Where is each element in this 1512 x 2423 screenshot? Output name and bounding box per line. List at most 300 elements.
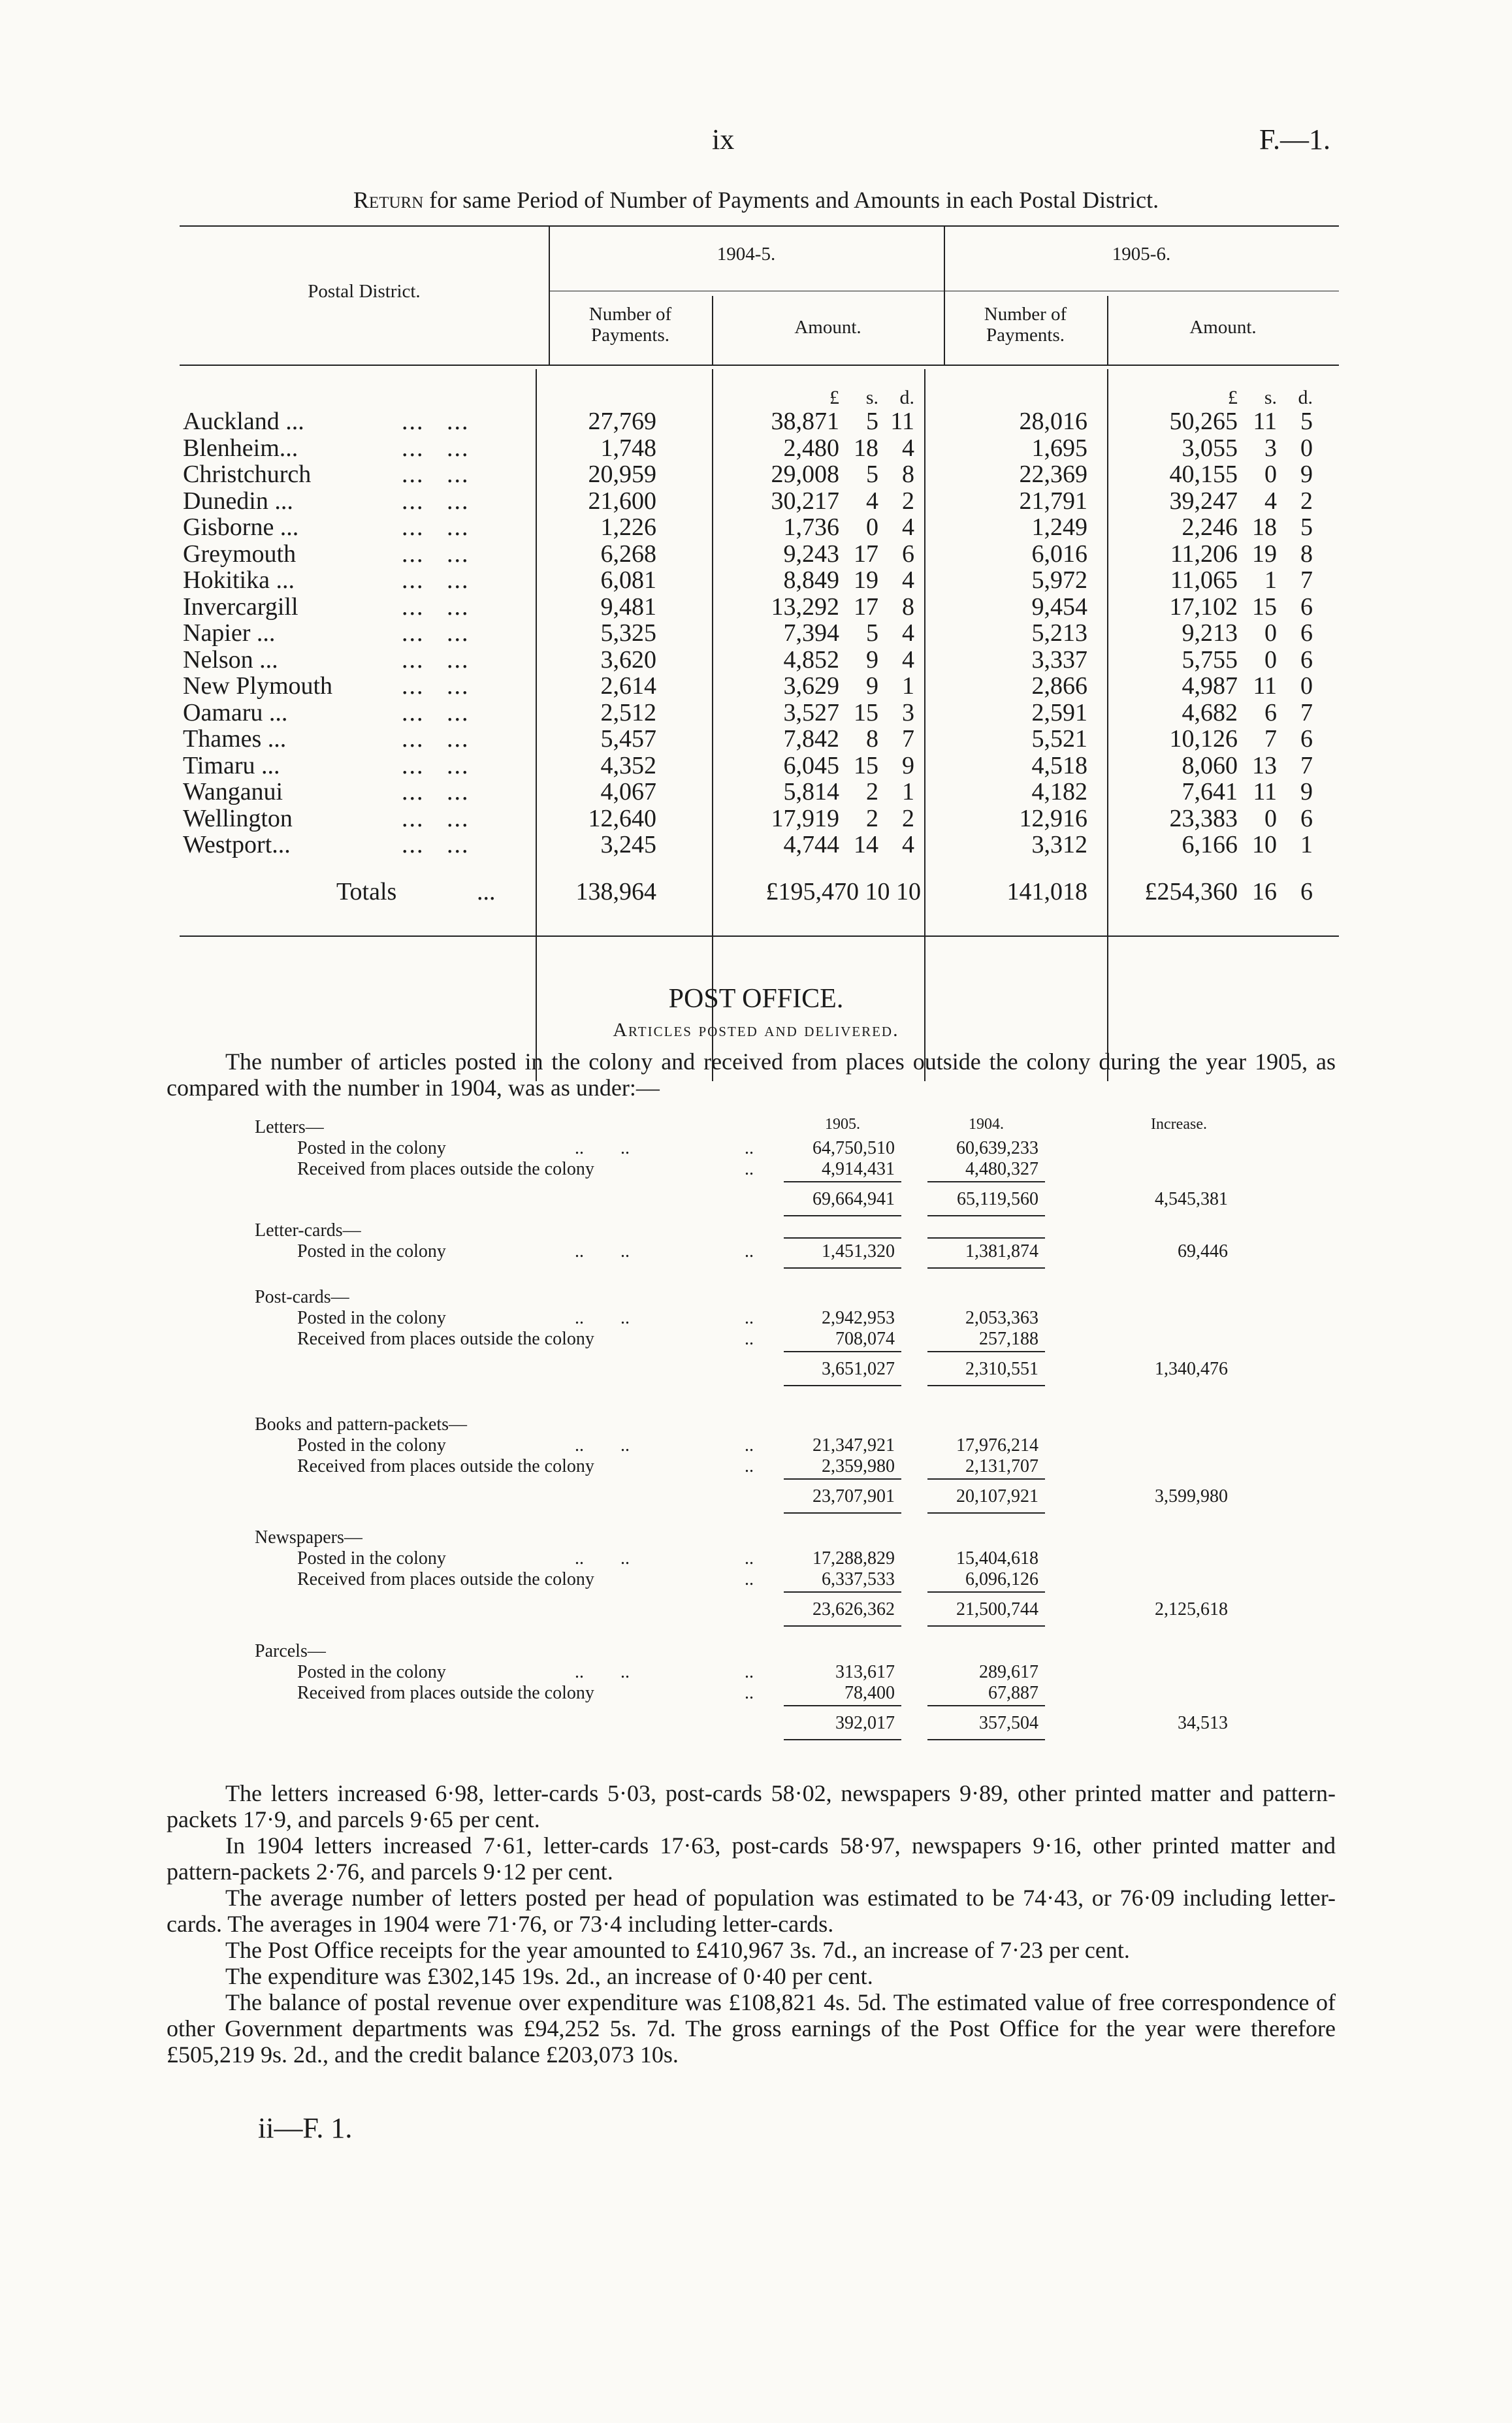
cell-a1s: 5 — [866, 619, 878, 647]
cell-name: Wanganui — [183, 778, 283, 805]
cell-a2s: 7 — [1264, 725, 1277, 753]
total-1904: 2,310,551 — [965, 1359, 1038, 1379]
total-rule-1904 — [927, 1625, 1045, 1627]
cell-a2l: 11,206 — [1170, 540, 1238, 568]
cell-a1l: 1,736 — [783, 513, 839, 541]
total-rule-1904 — [927, 1739, 1045, 1740]
col-amount-1904: Amount. — [794, 317, 861, 338]
cell-n1: 9,481 — [600, 593, 656, 621]
total-1904: 357,504 — [979, 1713, 1038, 1733]
cell-a2s: 0 — [1264, 619, 1277, 647]
document-code: F.—1. — [1259, 123, 1330, 155]
table-bottom-rule — [180, 935, 1339, 937]
cell-a2d: 7 — [1300, 751, 1313, 779]
cell-a2l: 10,126 — [1169, 725, 1238, 753]
total-rule-1905 — [784, 1739, 901, 1740]
col-1904-header: 1904. — [969, 1116, 1004, 1133]
posted-1904: 2,053,363 — [965, 1308, 1038, 1328]
cell-n2: 1,695 — [1031, 434, 1087, 462]
cell-a2d: 8 — [1300, 540, 1313, 568]
table-row — [180, 832, 1339, 858]
cell-name: Blenheim... — [183, 434, 298, 462]
cell-name: Hokitika ... — [183, 566, 295, 594]
cell-name: New Plymouth — [183, 672, 333, 700]
cell-n1: 20,959 — [588, 461, 656, 488]
table-row — [180, 567, 1339, 594]
cell-a1d: 1 — [902, 672, 914, 700]
sum-rule-1905 — [784, 1351, 901, 1352]
totals-a1905-shillings: 16 — [1252, 878, 1277, 905]
cell-n2: 28,016 — [1019, 408, 1087, 435]
cell-n1: 5,325 — [600, 619, 656, 647]
posted-label: Posted in the colony — [297, 1308, 446, 1328]
table-row — [180, 514, 1339, 541]
posted-label: Posted in the colony — [297, 1435, 446, 1455]
cell-dots: ... ... — [402, 487, 470, 515]
cell-dots: ... ... — [402, 804, 470, 832]
increase-value: 34,513 — [1178, 1713, 1228, 1733]
total-1904: 21,500,744 — [956, 1599, 1038, 1619]
cell-dots: ... ... — [402, 513, 470, 541]
total-rule-1904 — [927, 1512, 1045, 1514]
leader-dots: .. .. — [575, 1138, 630, 1158]
cell-name: Greymouth — [183, 540, 297, 568]
group-heading: Newspapers— — [255, 1527, 362, 1548]
table-row — [180, 753, 1339, 779]
cell-a2l: 39,247 — [1169, 487, 1238, 515]
cell-a1l: 3,527 — [783, 698, 839, 726]
cell-a1l: 17,919 — [771, 804, 839, 832]
total-1904: 65,119,560 — [957, 1189, 1038, 1209]
cell-name: Napier ... — [183, 619, 276, 647]
unit-pence-1905: d. — [1298, 387, 1313, 408]
total-rule-1904 — [927, 1267, 1045, 1269]
cell-a2d: 9 — [1300, 778, 1313, 805]
cell-a1l: 2,480 — [783, 434, 839, 462]
cell-n1: 6,081 — [600, 566, 656, 594]
unit-shillings-1905: s. — [1264, 387, 1277, 408]
unit-pounds-1905: £ — [1228, 387, 1238, 408]
table-row — [180, 805, 1339, 832]
cell-n1: 27,769 — [588, 408, 656, 435]
cell-a1d: 6 — [902, 540, 914, 568]
cell-dots: ... ... — [402, 778, 470, 805]
cell-n1: 2,512 — [600, 698, 656, 726]
posted-label: Posted in the colony — [297, 1662, 446, 1682]
posted-1904: 1,381,874 — [965, 1241, 1038, 1261]
cell-a1l: 13,292 — [771, 593, 839, 621]
cell-a2s: 1 — [1264, 566, 1277, 594]
cell-a2d: 0 — [1300, 672, 1313, 700]
posted-1905: 2,942,953 — [822, 1308, 895, 1328]
cell-n2: 21,791 — [1019, 487, 1087, 515]
cell-a2l: 40,155 — [1169, 461, 1238, 488]
cell-n1: 12,640 — [588, 804, 656, 832]
sum-rule-1904 — [927, 1181, 1045, 1182]
cell-a2d: 5 — [1300, 408, 1313, 435]
post-office-title: POST OFFICE. — [668, 984, 844, 1014]
totals-row — [180, 879, 1339, 905]
posted-label: Posted in the colony — [297, 1548, 446, 1569]
received-label: Received from places outside the colony — [297, 1159, 594, 1179]
cell-a2s: 11 — [1253, 672, 1277, 700]
cell-n1: 4,067 — [600, 778, 656, 805]
cell-a1s: 17 — [854, 540, 878, 568]
totals-a1905-pence: 6 — [1300, 878, 1313, 905]
unit-shillings-1904: s. — [865, 387, 878, 408]
row-dots: .. — [745, 1456, 754, 1476]
table-row — [180, 541, 1339, 568]
cell-a1s: 19 — [854, 566, 878, 594]
total-1905: 23,626,362 — [812, 1599, 895, 1619]
cell-a2s: 0 — [1264, 645, 1277, 674]
received-label: Received from places outside the colony — [297, 1683, 594, 1703]
cell-a1l: 29,008 — [771, 461, 839, 488]
cell-a2d: 6 — [1300, 725, 1313, 753]
total-1905: 392,017 — [835, 1713, 895, 1733]
col-1905-header: 1905. — [825, 1116, 860, 1133]
table-row — [180, 620, 1339, 647]
cell-a1s: 14 — [854, 831, 878, 858]
page-number: ix — [712, 123, 735, 155]
cell-n1: 1,748 — [600, 434, 656, 462]
cell-a1d: 8 — [902, 593, 914, 621]
cell-a1s: 15 — [854, 751, 878, 779]
cell-a1d: 9 — [902, 751, 914, 779]
cell-n2: 4,182 — [1031, 778, 1087, 805]
row-dots: .. — [745, 1241, 754, 1261]
cell-n2: 1,249 — [1031, 513, 1087, 541]
received-1905: 6,337,533 — [822, 1569, 895, 1589]
total-1905: 3,651,027 — [822, 1359, 895, 1379]
col-number-1905: Number of Payments. — [984, 304, 1067, 346]
cell-a1l: 6,045 — [783, 751, 839, 779]
cell-a2l: 8,060 — [1182, 751, 1238, 779]
received-1905: 78,400 — [844, 1683, 895, 1703]
sum-rule-1904 — [927, 1478, 1045, 1480]
received-1905: 4,914,431 — [822, 1159, 895, 1179]
table-row — [180, 461, 1339, 488]
cell-name: Oamaru ... — [183, 698, 288, 726]
posted-1905: 313,617 — [835, 1662, 895, 1682]
cell-name: Thames ... — [183, 725, 287, 753]
signature-footer: ii—F. 1. — [258, 2112, 353, 2144]
cell-n2: 4,518 — [1031, 751, 1087, 779]
cell-dots: ... ... — [402, 645, 470, 674]
cell-a2d: 0 — [1300, 434, 1313, 462]
intro-paragraph — [167, 1049, 1336, 1101]
sum-rule-1904 — [927, 1705, 1045, 1706]
title-rest: for same Period of Number of Payments and Amounts in each Postal District. — [423, 187, 1159, 213]
cell-n2: 12,916 — [1019, 804, 1087, 832]
received-1904: 67,887 — [988, 1683, 1038, 1703]
cell-a2d: 2 — [1300, 487, 1313, 515]
increase-value: 2,125,618 — [1155, 1599, 1228, 1619]
cell-a2s: 0 — [1264, 461, 1277, 488]
cell-a2l: 50,265 — [1169, 408, 1238, 435]
totals-n1905: 141,018 — [1006, 878, 1087, 905]
posted-1904: 15,404,618 — [956, 1548, 1038, 1569]
cell-a1d: 4 — [902, 831, 914, 858]
table-row — [180, 408, 1339, 435]
sum-rule-1905 — [784, 1591, 901, 1593]
cell-n2: 3,337 — [1031, 645, 1087, 674]
cell-dots: ... ... — [402, 751, 470, 779]
posted-1904: 289,617 — [979, 1662, 1038, 1682]
cell-n1: 6,268 — [600, 540, 656, 568]
cell-a2s: 11 — [1253, 408, 1277, 435]
cell-a2d: 7 — [1300, 566, 1313, 594]
cell-a1l: 3,629 — [783, 672, 839, 700]
table-row — [180, 435, 1339, 462]
cell-dots: ... ... — [402, 593, 470, 621]
cell-a2d: 1 — [1300, 831, 1313, 858]
table-row — [180, 488, 1339, 515]
group-heading: Parcels— — [255, 1641, 326, 1661]
cell-a2s: 13 — [1252, 751, 1277, 779]
cell-a1l: 9,243 — [783, 540, 839, 568]
leader-dots: .. .. — [575, 1662, 630, 1682]
cell-a1l: 30,217 — [771, 487, 839, 515]
cell-name: Dunedin ... — [183, 487, 293, 515]
cell-a1d: 11 — [890, 408, 914, 435]
cell-a1s: 5 — [866, 461, 878, 488]
totals-label: Totals — [336, 878, 397, 905]
group-heading: Letters— — [255, 1117, 324, 1137]
table-row — [180, 726, 1339, 753]
received-1904: 257,188 — [979, 1329, 1038, 1349]
cell-dots: ... ... — [402, 698, 470, 726]
posted-1905: 1,451,320 — [822, 1241, 895, 1261]
cell-a1l: 5,814 — [783, 778, 839, 805]
cell-a2s: 19 — [1252, 540, 1277, 568]
cell-a2s: 18 — [1252, 513, 1277, 541]
cell-a1s: 4 — [866, 487, 878, 515]
cell-n1: 4,352 — [600, 751, 656, 779]
leader-dots: .. .. — [575, 1435, 630, 1455]
para-3-text: The average number of letters posted per head of population was estimated to be 74·43, or 76·09 including letter-cards. The averages in 1904 were 71·76, or 73·4 including letter-cards. — [167, 1885, 1336, 1937]
table-top-rule — [180, 225, 1339, 227]
cell-a2l: 17,102 — [1169, 593, 1238, 621]
cell-a2d: 6 — [1300, 593, 1313, 621]
cell-a2s: 4 — [1264, 487, 1277, 515]
cell-a2d: 7 — [1300, 698, 1313, 726]
para-5-text: The expenditure was £302,145 19s. 2d., an increase of 0·40 per cent. — [225, 1963, 873, 1989]
posted-1905: 64,750,510 — [812, 1138, 895, 1158]
posted-label: Posted in the colony — [297, 1241, 446, 1261]
post-office-subtitle: Articles posted and delivered. — [613, 1019, 899, 1041]
totals-a1904: £195,470 10 10 — [765, 878, 921, 905]
sum-rule-1905 — [784, 1478, 901, 1480]
cell-a2s: 10 — [1252, 831, 1277, 858]
sum-rule-1904 — [927, 1591, 1045, 1593]
para-1-text: The letters increased 6·98, letter-cards 5·03, post-cards 58·02, newspapers 9·89, other printed matter and pattern-packets 17·9, and parcels 9·65 per cent. — [167, 1780, 1336, 1832]
cell-a1d: 3 — [902, 698, 914, 726]
intro-text: The number of articles posted in the colony and received from places outside the colony during the year 1905, as compared with the number in 1904, was as under:— — [167, 1049, 1336, 1101]
header-bottom-rule — [180, 365, 1339, 366]
totals-a1905-pounds: £254,360 — [1144, 878, 1238, 905]
total-1904: 20,107,921 — [956, 1486, 1038, 1506]
cell-n2: 5,213 — [1031, 619, 1087, 647]
cell-a2l: 4,987 — [1182, 672, 1238, 700]
cell-a1l: 4,744 — [783, 831, 839, 858]
cell-a1s: 5 — [866, 408, 878, 435]
received-1905: 2,359,980 — [822, 1456, 895, 1476]
closing-paragraphs — [167, 1780, 1336, 2068]
total-rule-1904 — [927, 1385, 1045, 1386]
cell-a2l: 11,065 — [1170, 566, 1238, 594]
sum-rule-1905 — [784, 1705, 901, 1706]
cell-a2d: 9 — [1300, 461, 1313, 488]
table-row — [180, 647, 1339, 674]
row-dots: .. — [745, 1159, 754, 1179]
row-dots: .. — [745, 1683, 754, 1703]
cell-dots: ... ... — [402, 619, 470, 647]
leader-dots: .. .. — [575, 1241, 630, 1261]
return-table-title — [0, 186, 1512, 214]
cell-n2: 2,866 — [1031, 672, 1087, 700]
group-heading: Post-cards— — [255, 1287, 349, 1307]
increase-value: 69,446 — [1178, 1241, 1228, 1261]
cell-n2: 2,591 — [1031, 698, 1087, 726]
cell-a1s: 0 — [866, 513, 878, 541]
leader-dots: .. .. — [575, 1308, 630, 1328]
cell-a1d: 2 — [902, 804, 914, 832]
cell-a1l: 38,871 — [771, 408, 839, 435]
units-row — [180, 384, 1339, 411]
increase-value: 4,545,381 — [1155, 1189, 1228, 1209]
cell-a2d: 5 — [1300, 513, 1313, 541]
cell-a2l: 9,213 — [1182, 619, 1238, 647]
posted-1905: 17,288,829 — [812, 1548, 895, 1569]
cell-name: Nelson ... — [183, 645, 278, 674]
cell-a1s: 9 — [866, 645, 878, 674]
posted-1904: 60,639,233 — [956, 1138, 1038, 1158]
cell-dots: ... ... — [402, 831, 470, 858]
totals-n1904: 138,964 — [575, 878, 656, 905]
cell-n2: 9,454 — [1031, 593, 1087, 621]
sum-rule-1905 — [784, 1237, 901, 1239]
cell-n1: 2,614 — [600, 672, 656, 700]
cell-a1l: 7,842 — [783, 725, 839, 753]
cell-name: Gisborne ... — [183, 513, 299, 541]
cell-a2s: 0 — [1264, 804, 1277, 832]
cell-n1: 21,600 — [588, 487, 656, 515]
cell-a1s: 9 — [866, 672, 878, 700]
cell-dots: ... ... — [402, 408, 470, 435]
table-row — [180, 700, 1339, 726]
para-4 — [167, 1937, 1336, 1963]
cell-a2l: 6,166 — [1182, 831, 1238, 858]
total-rule-1905 — [784, 1512, 901, 1514]
row-dots: .. — [745, 1548, 754, 1569]
cell-a1d: 1 — [902, 778, 914, 805]
sum-rule-1904 — [927, 1237, 1045, 1239]
cell-a1s: 2 — [866, 804, 878, 832]
received-1904: 6,096,126 — [965, 1569, 1038, 1589]
cell-a1l: 8,849 — [783, 566, 839, 594]
cell-dots: ... ... — [402, 540, 470, 568]
posted-1905: 21,347,921 — [812, 1435, 895, 1455]
row-dots: .. — [745, 1569, 754, 1589]
col-number-1904: Number of Payments. — [588, 304, 672, 346]
cell-a2l: 3,055 — [1182, 434, 1238, 462]
received-1905: 708,074 — [835, 1329, 895, 1349]
cell-name: Invercargill — [183, 593, 298, 621]
cell-dots: ... ... — [402, 725, 470, 753]
para-2 — [167, 1832, 1336, 1885]
received-label: Received from places outside the colony — [297, 1569, 594, 1589]
received-1904: 2,131,707 — [965, 1456, 1038, 1476]
cell-n2: 22,369 — [1019, 461, 1087, 488]
cell-a2l: 23,383 — [1169, 804, 1238, 832]
increase-value: 1,340,476 — [1155, 1359, 1228, 1379]
received-1904: 4,480,327 — [965, 1159, 1038, 1179]
cell-a1d: 8 — [902, 461, 914, 488]
cell-dots: ... ... — [402, 434, 470, 462]
cell-a1d: 4 — [902, 513, 914, 541]
total-rule-1905 — [784, 1385, 901, 1386]
row-dots: .. — [745, 1308, 754, 1328]
cell-a2d: 6 — [1300, 619, 1313, 647]
cell-a1d: 4 — [902, 434, 914, 462]
para-3 — [167, 1885, 1336, 1937]
group-heading: Letter-cards— — [255, 1220, 361, 1241]
totals-dots: ... — [477, 878, 496, 905]
total-rule-1905 — [784, 1267, 901, 1269]
table-row — [180, 779, 1339, 805]
sum-rule-1904 — [927, 1351, 1045, 1352]
cell-a1d: 4 — [902, 619, 914, 647]
total-rule-1905 — [784, 1215, 901, 1216]
para-6-text: The balance of postal revenue over expenditure was £108,821 4s. 5d. The estimated value of free correspondence of other Government departments was £94,252 5s. 7d. The gross earnings of the Post Office for the year were therefore £505,219 9s. 2d., and the credit balance £203,073 10s. — [167, 1989, 1336, 2068]
posted-label: Posted in the colony — [297, 1138, 446, 1158]
total-1905: 23,707,901 — [812, 1486, 895, 1506]
col-district-header: Postal District. — [308, 281, 421, 302]
cell-dots: ... ... — [402, 566, 470, 594]
row-dots: .. — [745, 1435, 754, 1455]
cell-n1: 1,226 — [600, 513, 656, 541]
cell-a2s: 11 — [1253, 778, 1277, 805]
cell-a1s: 8 — [866, 725, 878, 753]
cell-n2: 6,016 — [1031, 540, 1087, 568]
leader-dots: .. .. — [575, 1548, 630, 1569]
cell-a2s: 6 — [1264, 698, 1277, 726]
group-heading: Books and pattern-packets— — [255, 1414, 468, 1435]
increase-value: 3,599,980 — [1155, 1486, 1228, 1506]
cell-n1: 3,620 — [600, 645, 656, 674]
para-4-text: The Post Office receipts for the year amounted to £410,967 3s. 7d., an increase of 7·23 per cent. — [225, 1937, 1130, 1963]
cell-a1d: 7 — [902, 725, 914, 753]
cell-n1: 5,457 — [600, 725, 656, 753]
cell-a1d: 4 — [902, 566, 914, 594]
cell-a1s: 18 — [854, 434, 878, 462]
unit-pence-1904: d. — [899, 387, 914, 408]
col-amount-1905: Amount. — [1189, 317, 1257, 338]
cell-a1s: 2 — [866, 778, 878, 805]
cell-a1s: 17 — [854, 593, 878, 621]
row-dots: .. — [745, 1329, 754, 1349]
cell-name: Christchurch — [183, 461, 312, 488]
cell-a1d: 2 — [902, 487, 914, 515]
cell-a2l: 2,246 — [1182, 513, 1238, 541]
total-rule-1904 — [927, 1215, 1045, 1216]
cell-n2: 5,521 — [1031, 725, 1087, 753]
cell-n1: 3,245 — [600, 831, 656, 858]
cell-a2l: 7,641 — [1182, 778, 1238, 805]
cell-dots: ... ... — [402, 461, 470, 488]
cell-a2d: 6 — [1300, 804, 1313, 832]
